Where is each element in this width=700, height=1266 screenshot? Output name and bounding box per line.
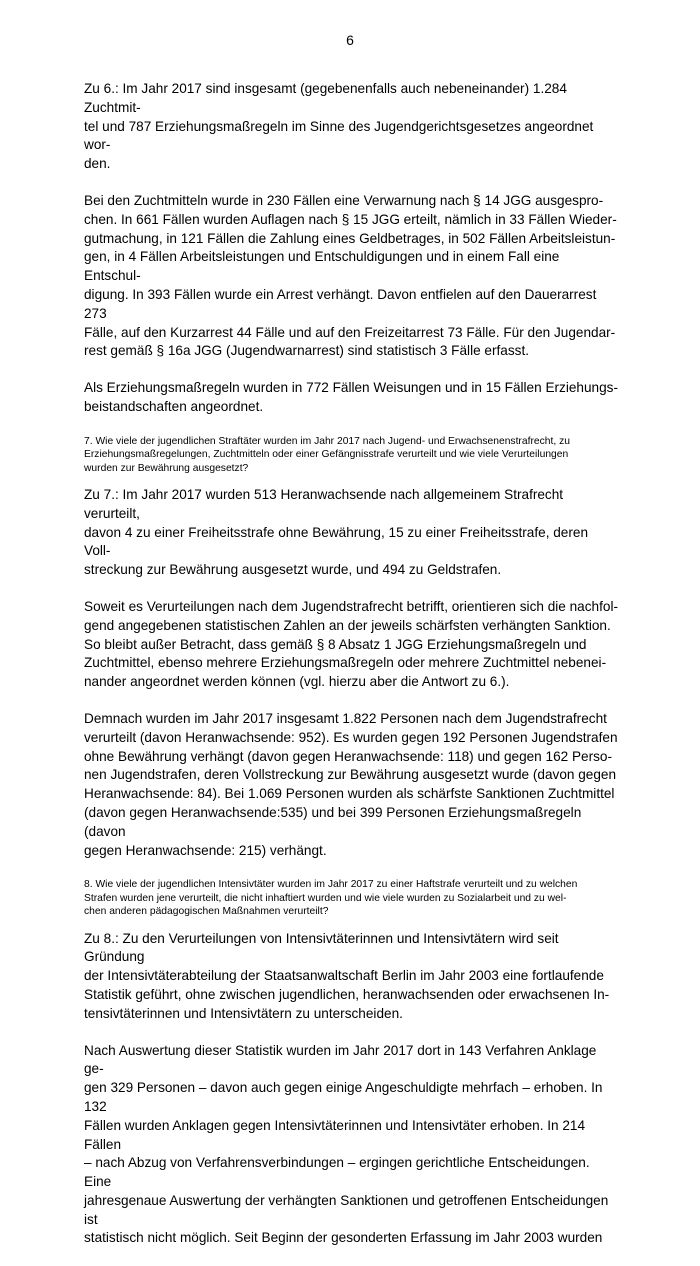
document-body <box>84 80 618 1266</box>
answer-8-paragraph-2: Nach Auswertung dieser Statistik wurden im Jahr 2017 dort in 143 Verfahren Anklage ge- gen 329 Personen – davon auch gegen einige Angeschuldigte mehrfach – erhoben. In 132 Fällen wurden Anklagen gegen Intensivtäterinnen und Intensivtäter erhoben. In 214 Fällen – nach Abzug von Verfahrensverbindungen – ergingen gerichtliche Entscheidungen. Eine jahresgenaue Auswertung der verhängten Sanktionen und getroffenen Entscheidungen ist statistisch nicht möglich. Seit Beginn der gesonderten Erfassung im Jahr 2003 wurden <box>84 1042 609 1246</box>
answer-7-paragraph-3: Demnach wurden im Jahr 2017 insgesamt 1.822 Personen nach dem Jugendstrafrecht verurteilt (davon Heranwachsende: 952). Es wurden gegen 192 Personen Jugendstrafen ohne Bewährung verhängt (davon gegen Heranwachsende: 118) und gegen 162 Perso- nen Jugendstrafen, deren Vollstreckung zur Bewährung ausgesetzt wurde (davon gegen Heranwachsende: 84). Bei 1.069 Personen wurden als schärfste Sanktionen Zuchtmittel (davon gegen Heranwachsende:535) und bei 399 Personen Erziehungsmaßregeln (davon gegen Heranwachsende: 215) verhängt. <box>84 710 618 858</box>
answer-8-paragraph-1: Zu 8.: Zu den Verurteilungen von Intensivtäterinnen und Intensivtätern wird seit Gründung der Intensivtäterabteilung der Staatsanwaltschaft Berlin im Jahr 2003 eine fortlaufende Statistik geführt, ohne zwischen jugendlichen, heranwachsenden oder erwachsenen In- tensivtäterinnen und Intensivtätern zu unterscheiden. <box>84 930 610 1021</box>
question-8: 8. Wie viele der jugendlichen Intensivtäter wurden im Jahr 2017 zu einer Haftstrafe verurteilt und zu welchen Strafen wurden jene verurteilt, die nicht inhaftiert wurden und wie viele wurden zu Sozialarbeit und zu wel- chen anderen pädagogischen Maßnahmen verurteilt? <box>84 879 578 918</box>
answer-6-paragraph-1: Zu 6.: Im Jahr 2017 sind insgesamt (gegebenenfalls auch nebeneinander) 1.284 Zuchtmit- tel und 787 Erziehungsmaßregeln im Sinne des Jugendgerichtsgesetzes angeordnet wor- den. <box>84 81 594 172</box>
answer-6-paragraph-2: Bei den Zuchtmitteln wurde in 230 Fällen eine Verwarnung nach § 14 JGG ausgespro- chen. In 661 Fällen wurden Auflagen nach § 15 JGG erteilt, nämlich in 33 Fällen Wieder- gutmachung, in 121 Fällen die Zahlung eines Geldbetrages, in 502 Fällen Arbeitsleistun- gen, in 4 Fällen Arbeitsleistungen und Entschuldigungen und in einem Fall eine Entschul- digung. In 393 Fällen wurde ein Arrest verhängt. Davon entfielen auf den Dauerarrest 273 Fälle, auf den Kurzarrest 44 Fälle und auf den Freizeitarrest 73 Fälle. Für den Jugendar- rest gemäß § 16a JGG (Jugendwarnarrest) sind statistisch 3 Fälle erfasst. <box>84 192 617 359</box>
question-7: 7. Wie viele der jugendlichen Straftäter wurden im Jahr 2017 nach Jugend- und Erwachsenenstrafrecht, zu Erziehungsmaßregelungen, Zuchtmitteln oder einer Gefängnisstrafe verurteilt und wie viele Verurteilungen wurden zur Bewährung ausgesetzt? <box>84 435 570 474</box>
answer-6-paragraph-3: Als Erziehungsmaßregeln wurden in 772 Fällen Weisungen und in 15 Fällen Erziehungs- beistandschaften angeordnet. <box>84 380 618 414</box>
answer-7-paragraph-2: Soweit es Verurteilungen nach dem Jugendstrafrecht betrifft, orientieren sich die nachfol- gend angegebenen statistischen Zahlen an der jeweils schärfsten verhängten Sanktion. So bleibt außer Betracht, dass gemäß § 8 Absatz 1 JGG Erziehungsmaßregeln und Zuchtmittel, ebenso mehrere Erziehungsmaßregeln oder mehrere Zuchtmittel nebenei- nander angeordnet werden können (vgl. hierzu aber die Antwort zu 6.). <box>84 598 618 690</box>
page-number: 6 <box>346 32 354 48</box>
answer-7-paragraph-1: Zu 7.: Im Jahr 2017 wurden 513 Heranwachsende nach allgemeinem Strafrecht verurteilt, davon 4 zu einer Freiheitsstrafe ohne Bewährung, 15 zu einer Freiheitsstrafe, deren Voll- streckung zur Bewährung ausgesetzt wurde, und 494 zu Geldstrafen. <box>84 486 589 578</box>
